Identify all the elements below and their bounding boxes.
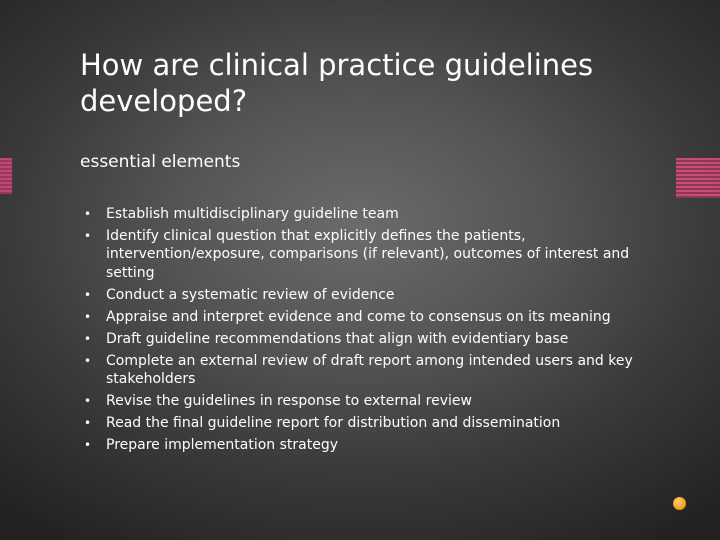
bullet-text: Prepare implementation strategy	[106, 437, 339, 454]
bullet-item	[80, 205, 665, 223]
slide-title: How are clinical practice guidelines developed?	[80, 48, 594, 118]
left-stripe-decoration	[0, 158, 12, 194]
bullet-icon: •	[84, 331, 92, 346]
orange-dot-icon	[673, 497, 686, 510]
bullet-icon: •	[84, 229, 92, 243]
bullet-item	[80, 286, 665, 304]
bullet-item	[80, 392, 665, 410]
bullet-icon: •	[84, 416, 92, 431]
slide-subtitle: essential elements	[80, 152, 241, 172]
bullet-item	[80, 436, 665, 454]
bullet-item	[80, 414, 665, 432]
bullet-text: Establish multidisciplinary guideline team	[106, 206, 399, 222]
bullet-text: Conduct a systematic review of evidence	[106, 286, 395, 303]
bullet-list	[80, 205, 665, 458]
bullet-text: Identify clinical question that explicitly defines the patients, intervention/exposure, comparisons (if relevant), outcomes of interest and setting	[106, 228, 630, 281]
bullet-text: Appraise and interpret evidence and come to consensus on its meaning	[106, 308, 611, 325]
bullet-item	[80, 352, 665, 389]
bullet-icon: •	[84, 438, 92, 453]
bullet-text: Read the final guideline report for distribution and dissemination	[106, 415, 561, 432]
right-stripe-decoration	[676, 158, 720, 198]
bullet-icon: •	[84, 287, 92, 302]
bullet-item	[80, 308, 665, 326]
bullet-icon: •	[84, 353, 92, 368]
bullet-icon: •	[84, 309, 92, 324]
bullet-item	[80, 227, 665, 282]
bullet-icon: •	[84, 394, 92, 409]
bullet-text: Complete an external review of draft report among intended users and key stakeholders	[106, 352, 633, 388]
bullet-text: Revise the guidelines in response to external review	[106, 393, 472, 410]
bullet-text: Draft guideline recommendations that align with evidentiary base	[106, 330, 569, 347]
bullet-icon: •	[84, 207, 92, 221]
bullet-item	[80, 330, 665, 348]
